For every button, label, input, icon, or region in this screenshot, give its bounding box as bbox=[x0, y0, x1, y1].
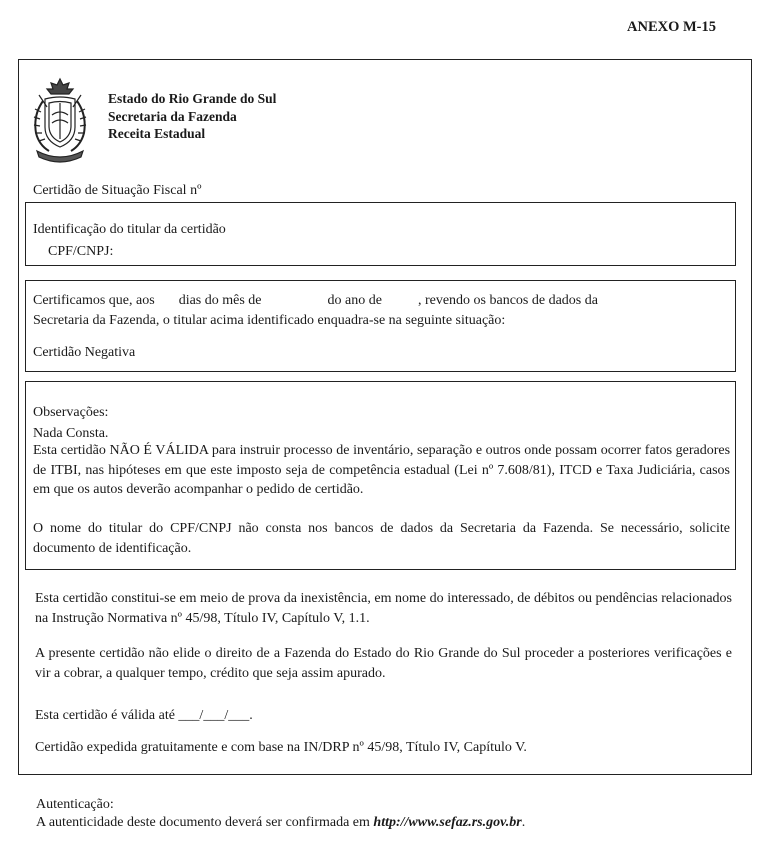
sefaz-url-link[interactable]: http://www.sefaz.rs.gov.br bbox=[373, 815, 522, 830]
certificate-number-label: Certidão de Situação Fiscal nº bbox=[33, 183, 202, 198]
annex-label: ANEXO M-15 bbox=[627, 19, 717, 35]
issued-free-text: Certidão expedida gratuitamente e com base na IN/DRP nº 45/98, Título IV, Capítulo V. bbox=[35, 740, 527, 755]
cpf-not-found-note: O nome do titular do CPF/CNPJ não consta nos bancos de dados da Secretaria da Fazenda. Se necessário, solicite documento de identificação. bbox=[33, 521, 730, 556]
header-revenue: Receita Estadual bbox=[108, 126, 206, 141]
certification-line-2: Secretaria da Fazenda, o titular acima identificado enquadra-se na seguinte situação: bbox=[33, 313, 506, 328]
proof-paragraph: Esta certidão constitui-se em meio de prova da inexistência, em nome do interessado, de débitos ou pendências relacionados na Instrução Normativa nº 45/98, Título IV, Capítulo V, 1.1. bbox=[35, 591, 732, 626]
rights-paragraph: A presente certidão não elide o direito de a Fazenda do Estado do Rio Grande do Sul proceder a posteriores verificações e vir a cobrar, a qualquer tempo, crédito que seja assim apurado. bbox=[35, 646, 732, 681]
certification-line-1 bbox=[33, 291, 598, 310]
authentication-end: . bbox=[521, 815, 526, 830]
cert-part-3: do ano de bbox=[327, 293, 382, 308]
header-secretariat: Secretaria da Fazenda bbox=[108, 108, 237, 124]
cert-part-1: Certificamos que, aos bbox=[33, 293, 155, 308]
cert-part-4: , revendo os bancos de dados da bbox=[417, 293, 598, 308]
authentication-title: Autenticação: bbox=[36, 797, 114, 812]
cert-part-2: dias do mês de bbox=[178, 293, 262, 308]
validity-post: para instruir processo de inventário, separação e outros onde possam ocorrer fatos geradores de ITBI, nas hipóteses em que este imposto seja de competência estadual (Lei nº 7.608/81), ITCD e Taxa Judiciária, casos em que os autos deverão acompanhar o pedido de certidão. bbox=[33, 443, 731, 497]
observations-title: Observações: bbox=[33, 405, 109, 420]
nada-consta-text: Nada Consta. bbox=[33, 426, 109, 441]
validity-restriction-text bbox=[33, 441, 730, 500]
identification-title: Identificação do titular da certidão bbox=[33, 222, 226, 237]
validity-strong: NÃO É VÁLIDA bbox=[109, 443, 209, 458]
state-coat-of-arms-icon bbox=[27, 75, 93, 167]
issuer-header bbox=[108, 90, 276, 143]
validity-pre: Esta certidão bbox=[33, 443, 106, 458]
valid-until-text: Esta certidão é válida até ___/___/___. bbox=[35, 708, 253, 723]
authentication-sentence: A autenticidade deste documento deverá ser confirmada em bbox=[36, 815, 370, 830]
certificate-status: Certidão Negativa bbox=[33, 345, 136, 360]
authentication-text bbox=[36, 815, 525, 831]
header-state: Estado do Rio Grande do Sul bbox=[108, 91, 277, 106]
cpf-cnpj-label: CPF/CNPJ: bbox=[48, 244, 114, 259]
